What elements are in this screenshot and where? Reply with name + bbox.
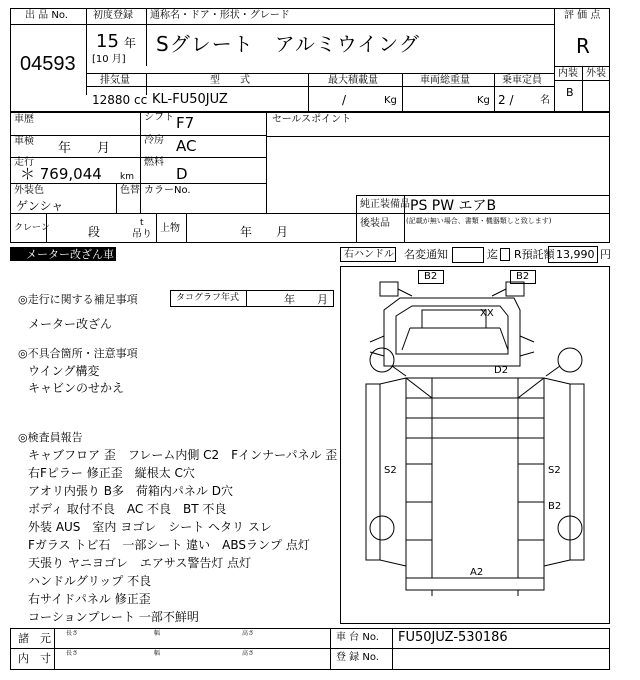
tamper-warning-bar xyxy=(10,247,116,261)
name-change-label: 名変通知 xyxy=(404,248,448,261)
color-change-label: 色替 xyxy=(120,185,140,196)
options-label: 後装品 xyxy=(360,218,390,229)
aircon-label: 冷房 xyxy=(144,135,164,146)
capacity-label: 乗車定員 xyxy=(502,75,542,86)
inspection-label: 車検 xyxy=(14,136,34,147)
mirror-right xyxy=(506,282,524,296)
color-value: ゲンシャ xyxy=(16,199,64,213)
gross-weight-label: 車両総重量 xyxy=(420,75,470,86)
max-load-sep: / xyxy=(342,93,347,107)
rating-label: 評 価 点 xyxy=(564,10,601,21)
rear-bumper xyxy=(406,578,544,590)
inspection-value: 年 月 xyxy=(58,141,111,156)
damage-code: XX xyxy=(480,308,494,319)
lot-no-label: 出 品 No. xyxy=(25,10,68,21)
interior-width-label: 幅 xyxy=(154,650,161,657)
interior-height-label: 高さ xyxy=(242,650,255,657)
first-reg-year: 15 xyxy=(96,31,119,52)
damage-code: D2 xyxy=(494,365,509,376)
inspector-item: ハンドルグリップ 不良 xyxy=(28,574,152,588)
tachograph-label: タコグラフ年式 xyxy=(176,293,240,303)
model-type-label: 型 式 xyxy=(210,75,250,86)
inspector-item: 天張り ヤニヨゴレ エアサス警告灯 点灯 xyxy=(28,556,252,570)
model-desc: Sグレート アルミウイング xyxy=(156,32,420,56)
options-note: (記載が無い場合、書類・機器類しと致します) xyxy=(406,217,552,225)
model-type: KL-FU50JUZ xyxy=(152,92,228,107)
equipment-label: 純正装備品 xyxy=(360,199,410,210)
crane-hang-label: 吊り xyxy=(132,229,152,240)
loft-label: 上物 xyxy=(160,223,180,234)
side-panel-right xyxy=(570,384,584,560)
fuel-value: D xyxy=(176,165,188,183)
sales-point-label: セールスポイント xyxy=(272,114,352,125)
inspector-item: 右Fピラー 修正歪 縦根太 C穴 xyxy=(28,466,195,480)
year-unit: 年 xyxy=(124,36,137,50)
history-label: 車歴 xyxy=(14,114,34,125)
exterior-score-label: 外装 xyxy=(586,68,606,79)
cab-outline xyxy=(384,298,520,366)
side-panel-left xyxy=(366,384,380,560)
inspector-item: Fガラス トビ石 一部シート 違い ABSランプ 点灯 xyxy=(28,538,310,552)
model-desc-label: 通称名・ドア・形状・グレード xyxy=(150,10,290,21)
chassis-no-label: 車 台 No. xyxy=(336,632,379,643)
loft-value: 年 月 xyxy=(240,225,289,239)
color-no-label: カラーNo. xyxy=(144,185,191,196)
crane-label: クレーン xyxy=(14,223,50,233)
displacement: 12880 cc xyxy=(92,93,148,107)
capacity: 2 / xyxy=(498,93,514,107)
steering-value: 右ハンドル xyxy=(344,249,394,260)
yen-unit: 円 xyxy=(600,248,611,261)
interior-length-label: 長さ xyxy=(66,650,79,657)
inspector-title: ◎検査員報告 xyxy=(18,431,83,444)
defect-item: ウイング構変 xyxy=(28,364,100,378)
tamper-warning-text: メーター改ざん車 xyxy=(26,248,114,261)
cab-panel xyxy=(422,310,486,328)
wheel-front-right xyxy=(558,348,582,372)
wheel-rear-left xyxy=(370,516,394,540)
mileage-label: 走行 xyxy=(14,157,34,168)
running-title: ◎走行に関する補足事項 xyxy=(18,293,138,306)
damage-code: B2 xyxy=(516,271,530,282)
spec-width-label: 幅 xyxy=(154,630,161,637)
defects-title: ◎不具合箇所・注意事項 xyxy=(18,347,138,360)
inspector-item: ボディ 取付不良 AC 不良 BT 不良 xyxy=(28,502,227,516)
mileage-value: ＊ 769,044 xyxy=(20,165,102,183)
recycle-label: R預託額 xyxy=(514,248,555,261)
cargo-body xyxy=(406,378,544,590)
shift-value: F7 xyxy=(176,114,195,132)
km-unit: km xyxy=(120,172,134,182)
displacement-label: 排気量 xyxy=(100,75,130,86)
defect-item: キャビンのせかえ xyxy=(28,381,125,395)
fuel-label: 燃料 xyxy=(144,157,164,168)
damage-code: B2 xyxy=(548,501,562,512)
first-reg-month: [10 月] xyxy=(92,54,126,65)
inspector-item: コーションプレート 一部不鮮明 xyxy=(28,610,199,624)
gross-weight-kg: Kg xyxy=(477,95,490,106)
crane-ton-label: t xyxy=(140,218,144,228)
spec-length-label: 長さ xyxy=(66,630,79,637)
inspector-item: 外装 AUS 室内 ヨゴレ シート ヘタリ スレ xyxy=(28,520,272,534)
deadline-label: 迄 xyxy=(487,248,498,261)
footer-frame xyxy=(10,628,610,670)
spec-height-label: 高さ xyxy=(242,630,255,637)
color-label: 外装色 xyxy=(14,185,44,196)
damage-code: S2 xyxy=(384,465,397,476)
recycle-small-box xyxy=(500,248,510,261)
shift-label: シフト xyxy=(144,112,174,123)
damage-code: S2 xyxy=(548,465,561,476)
chassis-no: FU50JUZ-530186 xyxy=(398,630,508,645)
damage-code: A2 xyxy=(470,567,484,578)
reg-no-label: 登 録 No. xyxy=(336,652,379,663)
name-change-box xyxy=(452,247,484,263)
interior-score-label: 内装 xyxy=(558,68,578,79)
running-item: メーター改ざん xyxy=(28,317,113,331)
aircon-value: AC xyxy=(176,137,197,155)
tachograph-value: 年 月 xyxy=(284,293,328,306)
dims-label: 諸 元 xyxy=(18,632,51,645)
first-reg-label: 初度登録 xyxy=(93,10,133,21)
cargo-inner xyxy=(432,378,518,578)
crane-value: 段 xyxy=(88,225,101,239)
wheel-front-left xyxy=(370,348,394,372)
inspector-item: アオリ内張り B多 荷箱内パネル D穴 xyxy=(28,484,233,498)
equipment-value: PS PW エアB xyxy=(410,198,497,214)
rating-score: R xyxy=(576,34,590,58)
lot-number: 04593 xyxy=(20,53,76,75)
mirror-left xyxy=(380,282,398,296)
recycle-amount: 13,990 xyxy=(556,248,595,261)
damage-code: B2 xyxy=(424,271,438,282)
inspector-item: 右サイドパネル 修正歪 xyxy=(28,592,151,606)
max-load-kg: Kg xyxy=(384,95,397,106)
max-load-label: 最大積載量 xyxy=(328,75,378,86)
inspector-item: キャブフロア 歪 フレーム内側 C2 Fインナーパネル 歪 xyxy=(28,448,338,462)
capacity-unit: 名 xyxy=(540,95,550,106)
interior-dims-label: 内 寸 xyxy=(18,652,51,665)
interior-score: B xyxy=(566,86,574,99)
